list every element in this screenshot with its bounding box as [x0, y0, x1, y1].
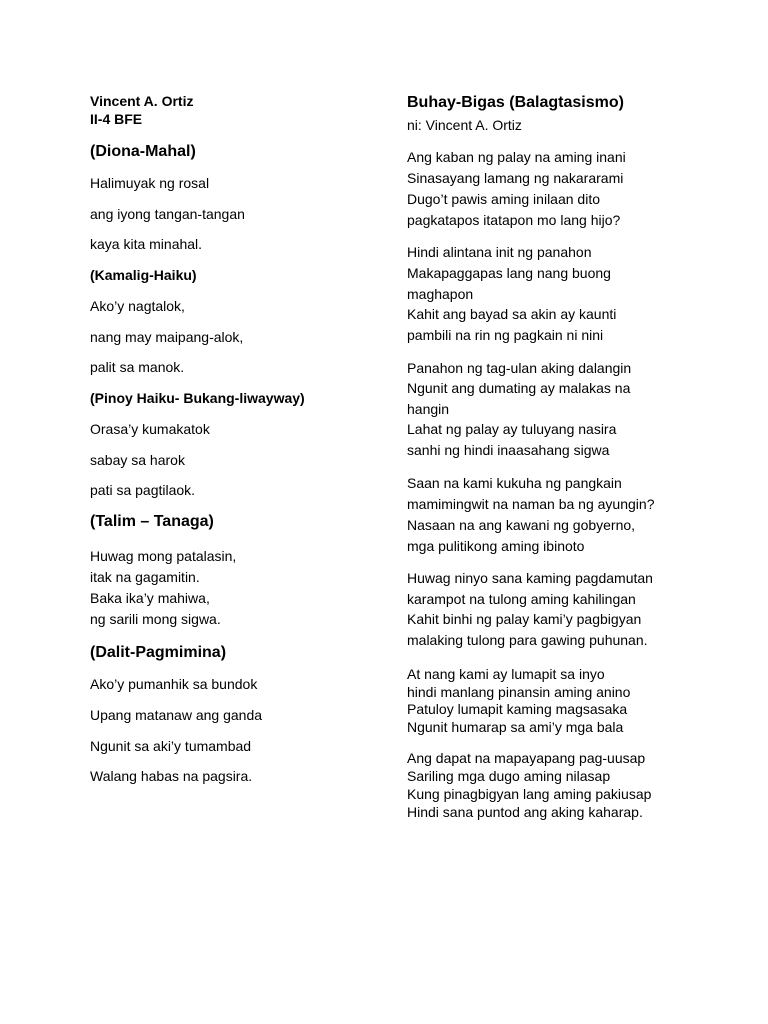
- stanza-line: Kahit ang bayad sa akin ay kaunti: [407, 306, 617, 322]
- stanza-line: hindi manlang pinansin aming anino: [407, 684, 631, 700]
- stanza-line: mga pulitikong aming ibinoto: [407, 538, 585, 554]
- stanza-line: pagkatapos itatapon mo lang hijo?: [407, 212, 621, 228]
- stanza-line: karampot na tulong aming kahilingan: [407, 591, 636, 607]
- stanza-line: Panahon ng tag-ulan aking dalangin: [407, 360, 632, 376]
- class-section: II-4 BFE: [90, 111, 143, 127]
- poem-line: Ako’y nagtalok,: [90, 298, 185, 314]
- stanza-line: Sinasayang lamang ng nakararami: [407, 170, 624, 186]
- poem-line: ang iyong tangan-tangan: [90, 206, 245, 222]
- stanza-line: Ang dapat na mapayapang pag-uusap: [407, 750, 646, 766]
- poem-line: ng sarili mong sigwa.: [90, 611, 221, 627]
- poem-line: Baka ika’y mahiwa,: [90, 590, 210, 606]
- stanza-line: Huwag ninyo sana kaming pagdamutan: [407, 570, 653, 586]
- author-name: Vincent A. Ortiz: [90, 93, 194, 109]
- poem-heading-diona: (Diona-Mahal): [90, 143, 196, 160]
- poem-line: nang may maipang-alok,: [90, 329, 244, 345]
- poem-heading-dalit: (Dalit-Pagmimina): [90, 644, 227, 661]
- poem-line: Huwag mong patalasin,: [90, 548, 237, 564]
- stanza-line: maghapon: [407, 286, 474, 302]
- stanza-line: Patuloy lumapit kaming magsasaka: [407, 701, 628, 717]
- stanza-line: Hindi sana puntod ang aking kaharap.: [407, 804, 643, 820]
- stanza-line: Hindi alintana init ng panahon: [407, 244, 592, 260]
- stanza-line: At nang kami ay lumapit sa inyo: [407, 666, 605, 682]
- poem-byline: ni: Vincent A. Ortiz: [407, 117, 522, 133]
- poem-heading-pinoy-haiku: (Pinoy Haiku- Bukang-liwayway): [90, 390, 305, 406]
- stanza-line: Makapaggapas lang nang buong: [407, 265, 611, 281]
- poem-heading-talim: (Talim – Tanaga): [90, 513, 214, 530]
- poem-line: itak na gagamitin.: [90, 569, 200, 585]
- poem-line: palit sa manok.: [90, 359, 185, 375]
- stanza-line: Ngunit ang dumating ay malakas na: [407, 380, 631, 396]
- stanza-line: sanhi ng hindi inaasahang sigwa: [407, 442, 610, 458]
- poem-line: Orasa’y kumakatok: [90, 421, 210, 437]
- stanza-line: Sariling mga dugo aming nilasap: [407, 768, 611, 784]
- stanza-line: Saan na kami kukuha ng pangkain: [407, 475, 622, 491]
- poem-title: Buhay-Bigas (Balagtasismo): [407, 94, 624, 111]
- stanza-line: hangin: [407, 401, 450, 417]
- poem-line: pati sa pagtilaok.: [90, 482, 196, 498]
- stanza-line: Ngunit humarap sa ami’y mga bala: [407, 719, 624, 735]
- stanza-line: pambili na rin ng pagkain ni nini: [407, 327, 604, 343]
- poem-line: Ngunit sa aki’y tumambad: [90, 738, 252, 754]
- stanza-line: mamimingwit na naman ba ng ayungin?: [407, 496, 655, 512]
- poem-line: sabay sa harok: [90, 452, 185, 468]
- stanza-line: Kahit binhi ng palay kami’y pagbigyan: [407, 611, 642, 627]
- stanza-line: Dugo’t pawis aming inilaan dito: [407, 191, 600, 207]
- stanza-line: Kung pinagbigyan lang aming pakiusap: [407, 786, 652, 802]
- stanza-line: Lahat ng palay ay tuluyang nasira: [407, 421, 617, 437]
- stanza-line: Ang kaban ng palay na aming inani: [407, 149, 626, 165]
- poem-line: Halimuyak ng rosal: [90, 175, 210, 191]
- poem-line: Upang matanaw ang ganda: [90, 707, 263, 723]
- poem-line: Walang habas na pagsira.: [90, 768, 253, 784]
- stanza-line: malaking tulong para gawing puhunan.: [407, 632, 648, 648]
- poem-heading-kamalig: (Kamalig-Haiku): [90, 267, 197, 283]
- stanza-line: Nasaan na ang kawani ng gobyerno,: [407, 517, 636, 533]
- poem-line: Ako’y pumanhik sa bundok: [90, 676, 258, 692]
- poem-line: kaya kita minahal.: [90, 236, 203, 252]
